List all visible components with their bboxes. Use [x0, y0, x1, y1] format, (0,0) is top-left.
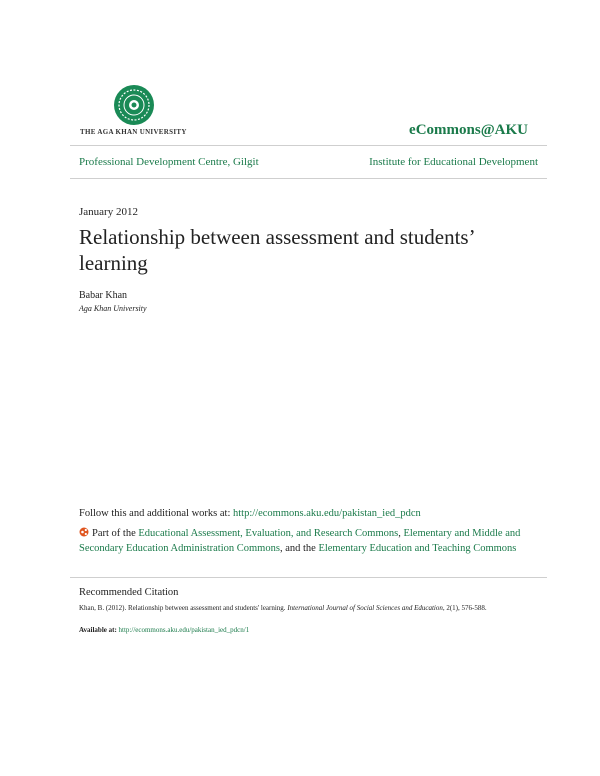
available-url-link[interactable]: http://ecommons.aku.edu/pakistan_ied_pdcn/1 — [118, 626, 250, 634]
citation-body: Khan, B. (2012). Relationship between assessment and students' learning. — [79, 604, 286, 612]
elementary-teaching-commons-link[interactable]: Elementary Education and Teaching Commons — [318, 543, 517, 554]
pdc-gilgit-link[interactable]: Professional Development Centre, Gilgit — [79, 156, 259, 168]
part-of-prefix: Part of the — [92, 528, 136, 539]
author-name: Babar Khan — [79, 290, 128, 301]
university-name: THE AGA KHAN UNIVERSITY — [80, 128, 187, 136]
header-divider-bottom — [70, 178, 547, 179]
ied-link[interactable]: Institute for Educational Development — [369, 156, 538, 168]
assessment-commons-link[interactable]: Educational Assessment, Evaluation, and Research Commons — [138, 528, 399, 539]
header-divider-top — [70, 145, 547, 146]
publication-date: January 2012 — [79, 206, 138, 218]
citation-details: , 2(1), 576-588. — [442, 604, 487, 612]
citation-text — [79, 603, 529, 614]
share-network-icon — [79, 527, 89, 537]
available-label: Available at: — [79, 626, 117, 634]
citation-divider — [70, 577, 547, 578]
follow-prefix: Follow this and additional works at: — [79, 508, 231, 519]
aku-logo-emblem — [113, 84, 155, 126]
paper-title: Relationship between assessment and students’ learning — [79, 225, 475, 275]
ecommons-brand-link[interactable]: eCommons@AKU — [409, 122, 528, 138]
part-of-paragraph — [79, 526, 529, 556]
part-of-separator-1: , — [398, 528, 401, 539]
citation-journal: International Journal of Social Sciences and Education — [287, 604, 443, 612]
follow-line — [79, 508, 421, 519]
part-of-separator-2: , and the — [279, 543, 316, 554]
author-affiliation: Aga Khan University — [79, 304, 147, 313]
follow-url-link[interactable]: http://ecommons.aku.edu/pakistan_ied_pdcn — [233, 508, 421, 519]
available-at-line — [79, 626, 249, 634]
elementary-middle-commons-link[interactable]: Elementary and Middle and Secondary Education Administration Commons — [79, 528, 521, 554]
recommended-citation-heading: Recommended Citation — [79, 587, 179, 598]
